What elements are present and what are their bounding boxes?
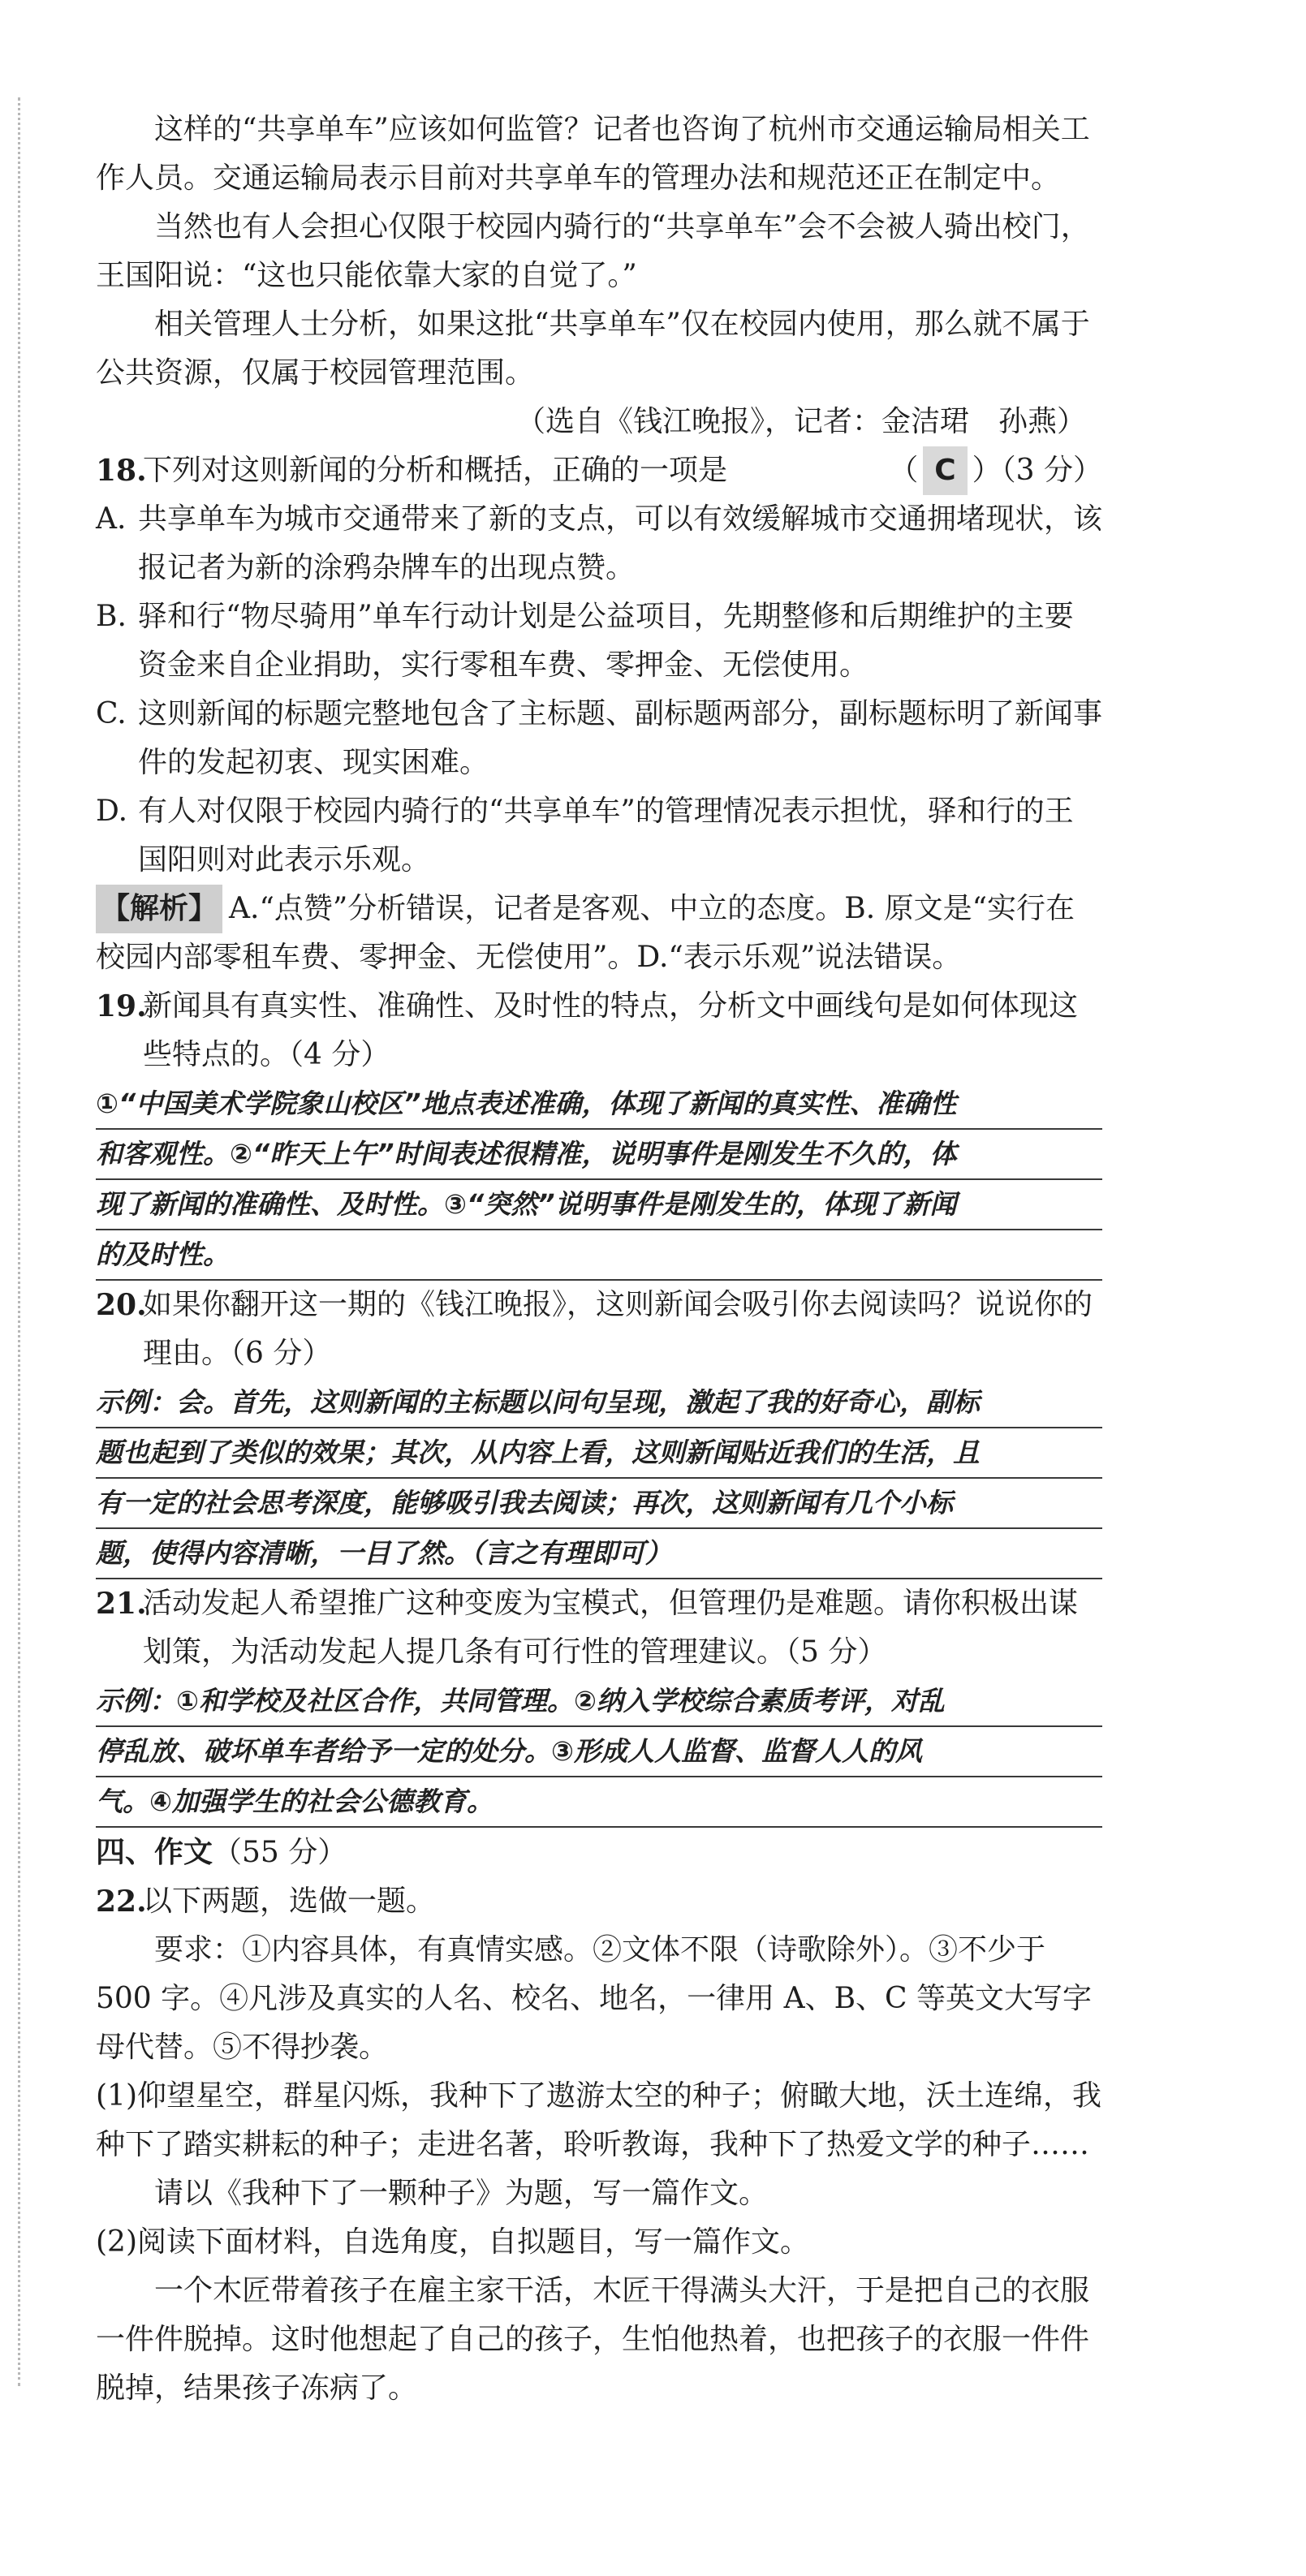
answer-line: 有一定的社会思考深度，能够吸引我去阅读；再次，这则新闻有几个小标 (96, 1479, 1102, 1529)
option-letter: C. (96, 697, 127, 730)
question-stem: 新闻具有真实性、准确性、及时性的特点，分析文中画线句是如何体现这些特点的。（4 分） (143, 989, 1079, 1071)
option-d (96, 787, 1102, 885)
intro-paragraph-1: 这样的“共享单车”应该如何监管？记者也咨询了杭州市交通运输局相关工作人员。交通运输局表示目前对共享单车的管理办法和规范还正在制定中。 (96, 113, 1090, 195)
answer-line: 的及时性。 (96, 1230, 1102, 1281)
handwritten-answer-21 (96, 1677, 1102, 1828)
analysis-tag: 【解析】 (96, 885, 222, 933)
handwritten-answer-19 (96, 1079, 1102, 1281)
option-c (96, 690, 1102, 787)
option-letter: B. (96, 600, 127, 633)
answer-line: 停乱放、破坏单车者给予一定的处分。③形成人人监督、监督人人的风 (96, 1727, 1102, 1777)
question-number: 21. (96, 1587, 147, 1621)
topic-label: (2) (96, 2225, 137, 2259)
question-stem: 活动发起人希望推广这种变废为宝模式，但管理仍是难题。请你积极出谋划策，为活动发起人提几条有可行性的管理建议。（5 分） (143, 1587, 1079, 1669)
option-text: 驿和行“物尽骑用”单车行动计划是公益项目，先期整修和后期维护的主要资金来自企业捐助，实行零租车费、零押金、无偿使用。 (138, 600, 1074, 682)
question-number: 19. (96, 989, 147, 1023)
option-text: 共享单车为城市交通带来了新的支点，可以有效缓解城市交通拥堵现状，该报记者为新的涂鸦杂牌车的出现点赞。 (138, 502, 1103, 584)
question-number: 22. (96, 1885, 147, 1919)
option-letter: A. (96, 502, 127, 536)
topic-text: 仰望星空，群星闪烁，我种下了遨游太空的种子；俯瞰大地，沃土连绵，我种下了踏实耕耘的种子；走进名著，聆听教诲，我种下了热爱文学的种子…… (96, 2079, 1102, 2161)
answer-line: 气。④加强学生的社会公德教育。 (96, 1777, 1102, 1828)
topic-1-instruction: 请以《我种下了一颗种子》为题，写一篇作文。 (154, 2177, 769, 2210)
answer-line: ①“中国美术学院象山校区”地点表述准确，体现了新闻的真实性、准确性 (96, 1079, 1102, 1130)
section-4-heading (96, 1828, 1102, 1877)
question-20 (96, 1281, 1102, 1378)
answer-line: 题，使得内容清晰，一目了然。（言之有理即可） (96, 1529, 1102, 1579)
question-stem: 下列对这则新闻的分析和概括，正确的一项是 (143, 454, 728, 487)
intro-paragraph-2: 当然也有人会担心仅限于校园内骑行的“共享单车”会不会被人骑出校门，王国阳说：“这也只能依靠大家的自觉了。” (96, 210, 1090, 292)
question-number: 20. (96, 1288, 147, 1322)
question-19 (96, 982, 1102, 1079)
answer-bracket: （ C ）（3 分） (889, 446, 1102, 495)
binding-margin-line (18, 97, 20, 2386)
option-a (96, 495, 1102, 592)
section-score: （55 分） (213, 1836, 347, 1869)
answer-line: 题也起到了类似的效果；其次，从内容上看，这则新闻贴近我们的生活，且 (96, 1428, 1102, 1479)
answer-line: 现了新闻的准确性、及时性。③“突然”说明事件是刚发生的，体现了新闻 (96, 1180, 1102, 1230)
answer-line: 示例：①和学校及社区合作，共同管理。②纳入学校综合素质考评，对乱 (96, 1677, 1102, 1727)
option-text: 这则新闻的标题完整地包含了主标题、副标题两部分，副标题标明了新闻事件的发起初衷、现实困难。 (138, 697, 1103, 779)
answer-line: 示例：会。首先，这则新闻的主标题以问句呈现，激起了我的好奇心，副标 (96, 1378, 1102, 1428)
handwritten-answer-20 (96, 1378, 1102, 1579)
essay-requirements: 要求：①内容具体，有真情实感。②文体不限（诗歌除外）。③不少于 500 字。④凡涉及真实的人名、校名、地名，一律用 A、B、C 等英文大写字母代替。⑤不得抄袭。 (96, 1933, 1093, 2064)
analysis-text: A.“点赞”分析错误，记者是客观、中立的态度。B. 原文是“实行在校园内部零租车费、零押金、无偿使用”。D.“表示乐观”说法错误。 (96, 892, 1075, 974)
question-21 (96, 1579, 1102, 1677)
exam-page (96, 106, 1102, 2413)
question-number: 18. (96, 454, 147, 488)
section-title: 四、作文 (96, 1835, 213, 1869)
answer-line: 和客观性。②“昨天上午”时间表述很精准，说明事件是刚发生不久的，体 (96, 1130, 1102, 1180)
topic-2-material: 一个木匠带着孩子在雇主家干活，木匠干得满头大汗，于是把自己的衣服一件件脱掉。这时他想起了自己的孩子，生怕他热着，也把孩子的衣服一件件脱掉，结果孩子冻病了。 (96, 2274, 1090, 2405)
topic-2 (96, 2218, 1102, 2267)
article-source: （选自《钱江晚报》，记者：金洁珺 孙燕） (515, 405, 1086, 438)
answer-choice: C (923, 446, 967, 495)
option-b (96, 592, 1102, 690)
intro-paragraph-3: 相关管理人士分析，如果这批“共享单车”仅在校园内使用，那么就不属于公共资源，仅属于校园管理范围。 (96, 308, 1090, 390)
topic-label: (1) (96, 2079, 137, 2113)
topic-text: 阅读下面材料，自选角度，自拟题目，写一篇作文。 (137, 2225, 810, 2259)
question-22 (96, 1877, 1102, 1926)
question-18 (96, 446, 1102, 495)
option-text: 有人对仅限于校园内骑行的“共享单车”的管理情况表示担忧，驿和行的王国阳则对此表示乐观。 (138, 795, 1074, 877)
question-stem: 以下两题，选做一题。 (143, 1885, 436, 1918)
analysis (96, 885, 1102, 982)
topic-1 (96, 2072, 1102, 2169)
option-letter: D. (96, 795, 128, 828)
question-stem: 如果你翻开这一期的《钱江晚报》，这则新闻会吸引你去阅读吗？说说你的理由。（6 分） (143, 1288, 1093, 1370)
